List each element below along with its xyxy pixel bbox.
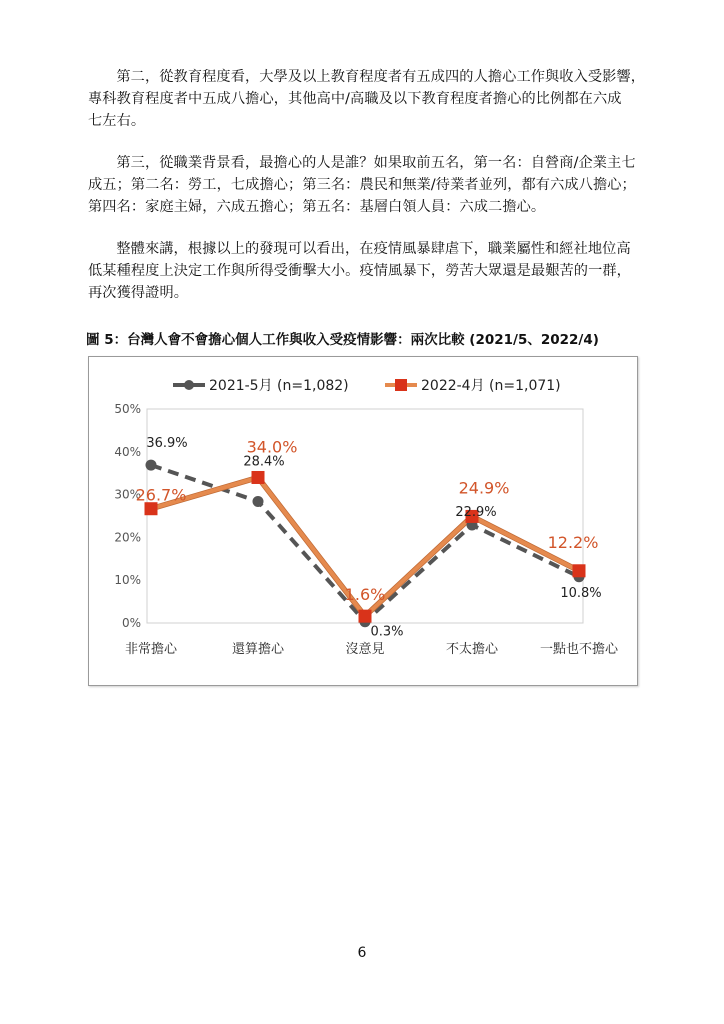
- series-point-2021: [146, 460, 157, 471]
- page-number: 6: [357, 945, 367, 961]
- x-tick-label: 一點也不擔心: [539, 642, 619, 657]
- paragraph-occupation: [88, 152, 640, 218]
- x-tick-label: 非常擔心: [124, 642, 178, 657]
- y-tick-label: 40%: [114, 444, 141, 459]
- series-point-2022: [573, 564, 586, 577]
- data-label-2021: 36.9%: [146, 436, 188, 452]
- data-label-2022: 26.7%: [135, 485, 187, 505]
- data-label-2021: 0.3%: [370, 624, 404, 640]
- x-tick-label: 沒意見: [345, 642, 385, 657]
- chart-canvas: [89, 357, 637, 685]
- data-label-2022: 12.2%: [547, 532, 599, 552]
- y-tick-label: 10%: [114, 573, 141, 588]
- series-point-2022: [252, 471, 265, 484]
- paragraph-line: 第二，從教育程度看，大學及以上教育程度者有五成四的人擔心工作與收入受影響，: [116, 69, 646, 85]
- data-label-2022: 1.6%: [344, 585, 386, 605]
- figure-caption: 圖 5：台灣人會不會擔心個人工作與收入受疫情影響：兩次比較 (2021/5、2022/4): [86, 332, 599, 348]
- paragraph-line: 第四名：家庭主婦，六成五擔心；第五名：基層白領人員：六成二擔心。: [88, 199, 546, 215]
- data-label-2021: 22.9%: [455, 504, 497, 520]
- paragraph-line: 低某種程度上決定工作與所得受衝擊大小。疫情風暴下，勞苦大眾還是最艱苦的一群，: [88, 263, 631, 279]
- y-tick-label: 20%: [114, 530, 141, 545]
- paragraph-line: 整體來講，根據以上的發現可以看出，在疫情風暴肆虐下，職業屬性和經社地位高: [116, 241, 631, 257]
- legend-marker-2022: [395, 379, 407, 391]
- data-label-2021: 10.8%: [560, 585, 602, 601]
- y-tick-label: 30%: [114, 487, 141, 502]
- y-tick-label: 0%: [121, 616, 141, 630]
- paragraph-line: 再次獲得證明。: [88, 285, 189, 301]
- legend-label-2021: 2021-5月 (n=1,082): [209, 378, 349, 394]
- data-label-2022: 34.0%: [246, 437, 298, 457]
- paragraph-line: 專科教育程度者中五成八擔心，其他高中/高職及以下教育程度者擔心的比例都在六成: [88, 91, 622, 107]
- legend-label-2022: 2022-4月 (n=1,071): [421, 378, 561, 394]
- legend-marker-2021: [184, 380, 194, 390]
- paragraph-line: 七左右。: [88, 113, 146, 129]
- data-label-2021: 28.4%: [243, 454, 285, 470]
- paragraph-summary: [88, 238, 640, 304]
- series-point-2022: [359, 610, 372, 623]
- x-tick-label: 還算擔心: [231, 642, 285, 657]
- series-point-2021: [253, 496, 264, 507]
- data-label-2022: 24.9%: [458, 478, 510, 498]
- y-tick-label: 50%: [114, 402, 141, 416]
- paragraph-education: [88, 66, 646, 132]
- paragraph-line: 成五；第二名：勞工，七成擔心；第三名：農民和無業/待業者並列，都有六成八擔心；: [88, 177, 636, 193]
- line-chart: [88, 356, 638, 686]
- x-tick-label: 不太擔心: [445, 642, 499, 657]
- paragraph-line: 第三，從職業背景看，最擔心的人是誰？如果取前五名，第一名：自營商/企業主七: [116, 155, 636, 171]
